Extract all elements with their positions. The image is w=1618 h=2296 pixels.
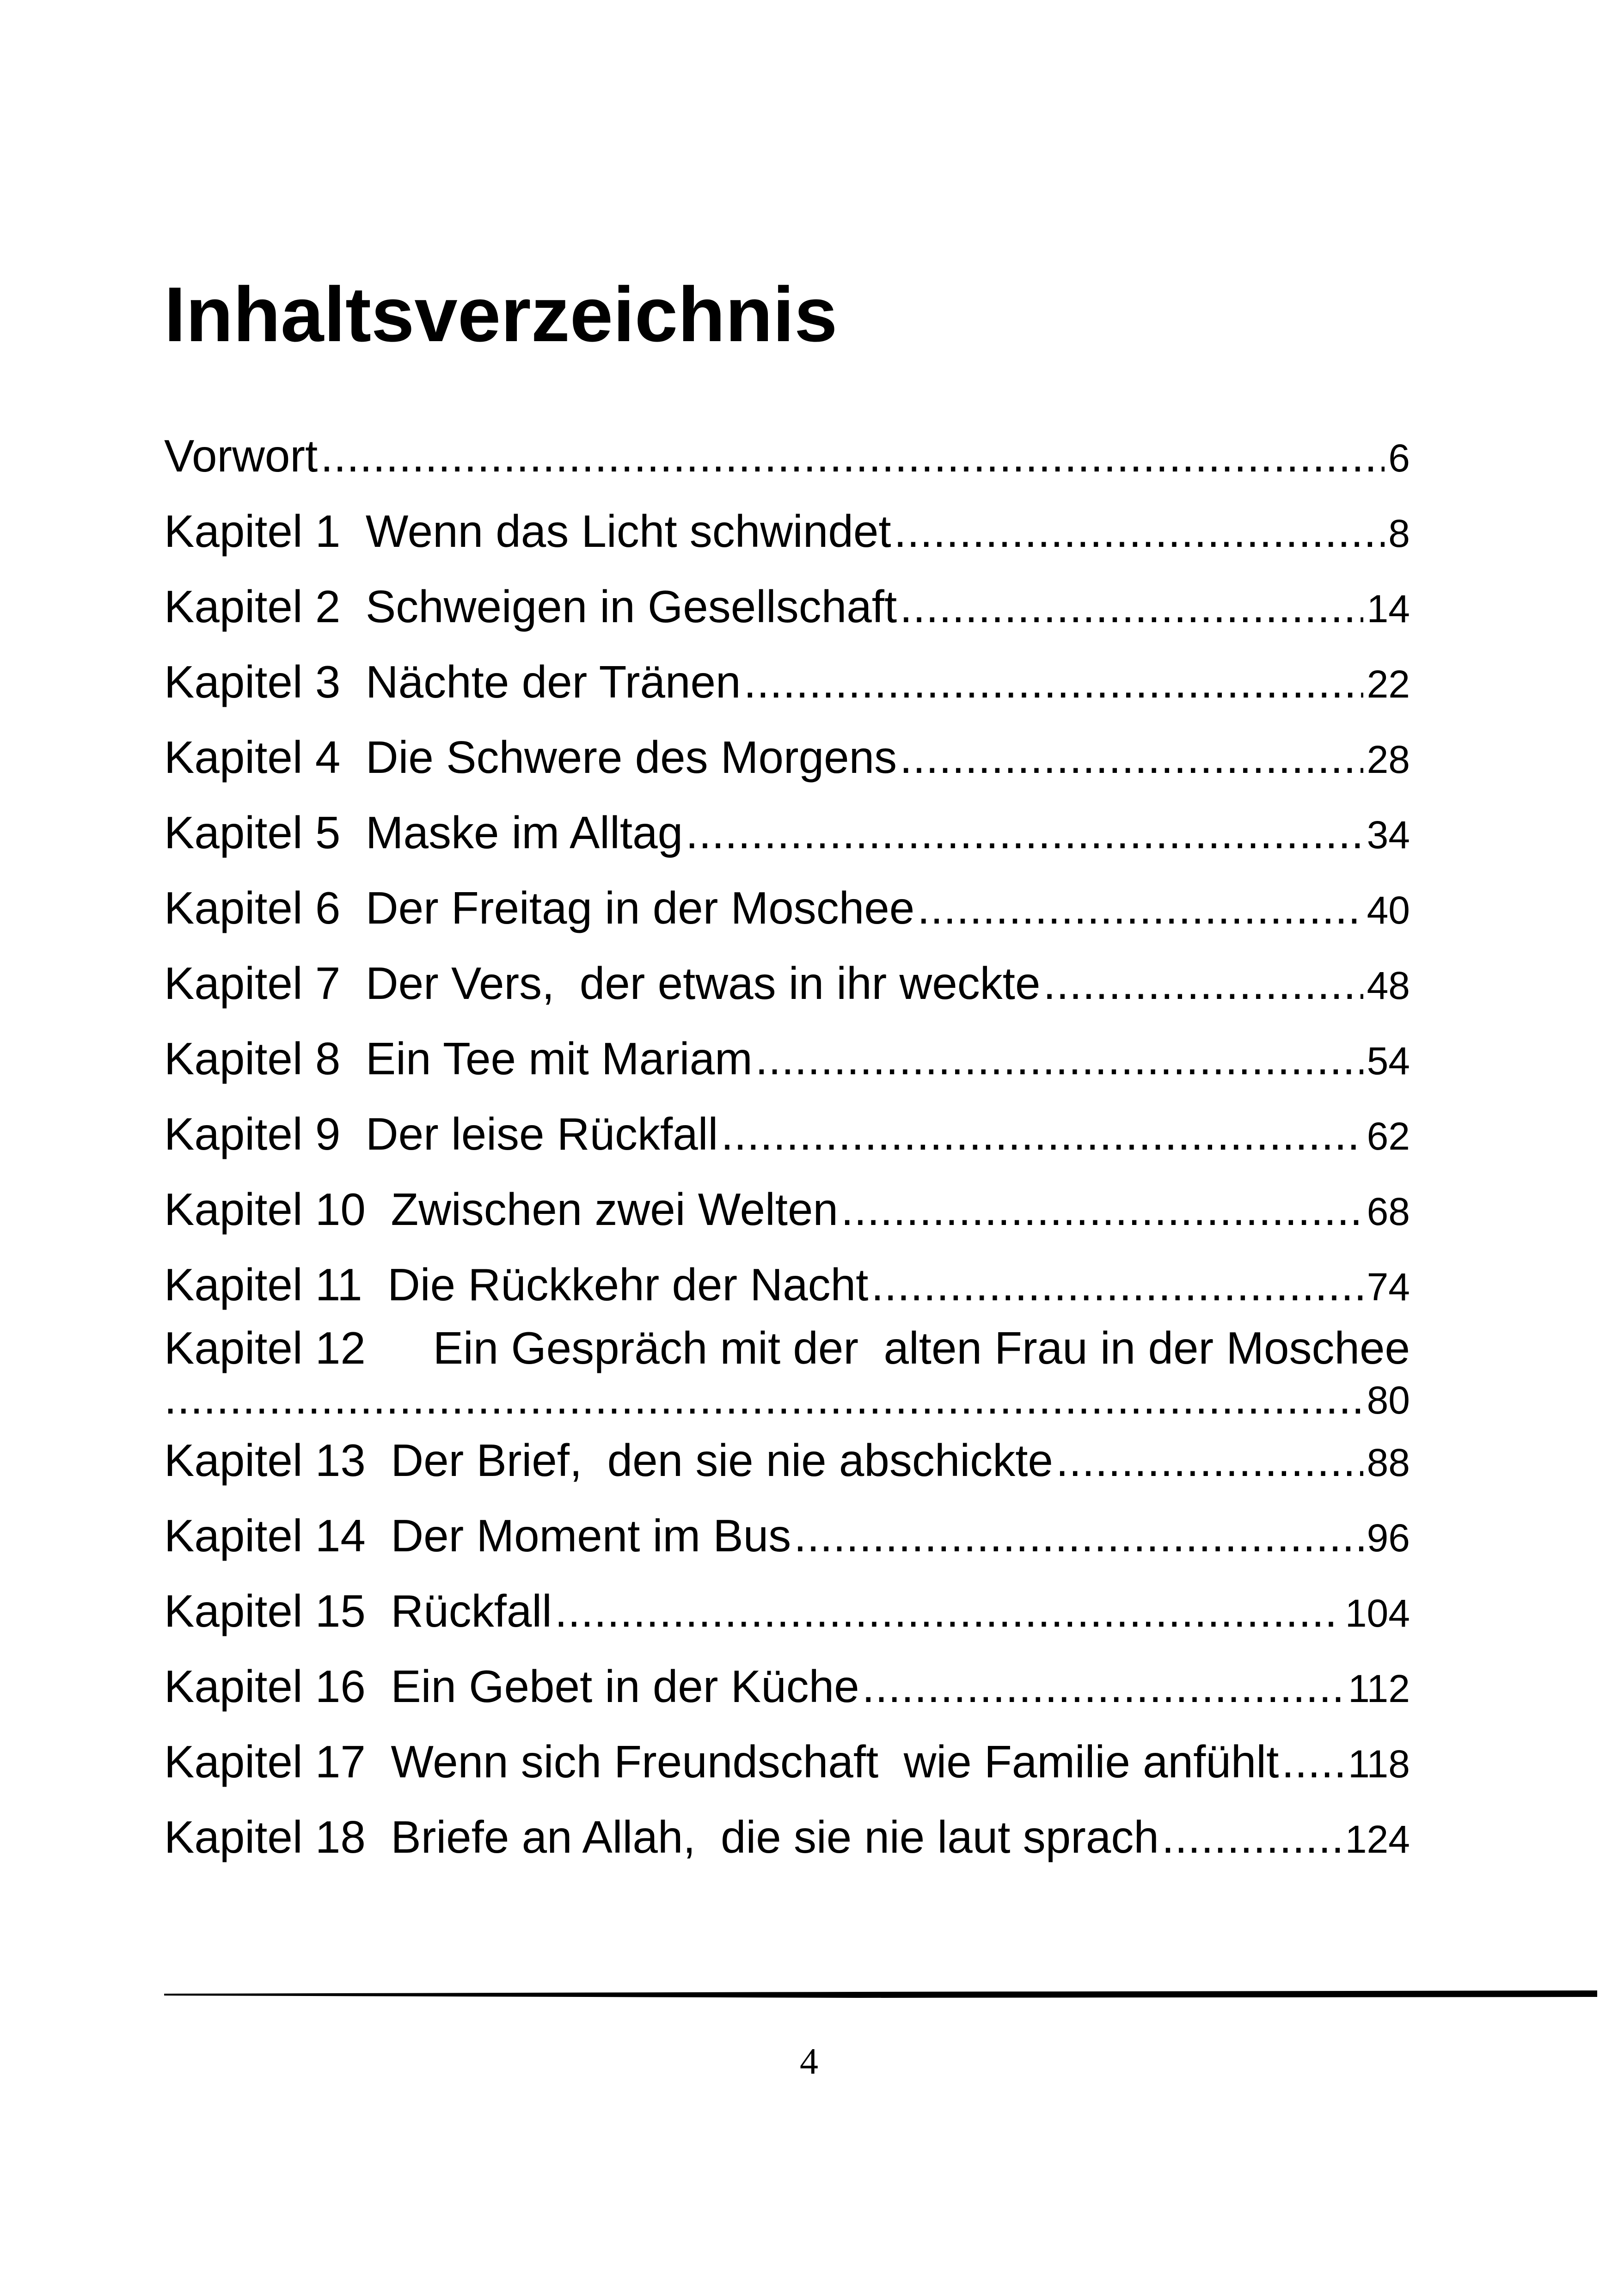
toc-entry-title: Der Moment im Bus [391,1510,791,1561]
toc-entry-label: Kapitel 2 [164,581,366,632]
toc-entry-label: Kapitel 11 [164,1259,388,1310]
dot-leader [1056,1423,1363,1498]
toc-entry-title: Die Schwere des Morgens [365,732,897,783]
toc-entry-kapitel-14[interactable] [164,1498,1410,1574]
dot-leader [900,720,1363,795]
dot-leader [164,1373,1363,1423]
toc-entry-page: 34 [1367,813,1410,857]
dot-leader [320,418,1385,494]
toc-entry-page: 28 [1367,738,1410,781]
toc-entry-page: 68 [1367,1190,1410,1233]
toc-entry-kapitel-6[interactable] [164,870,1410,946]
toc-entry-title: Der Brief, den sie nie abschickte [391,1435,1053,1486]
toc-entry-kapitel-2[interactable] [164,569,1410,644]
toc-entry-title: Rückfall [391,1586,552,1636]
toc-entry-kapitel-12[interactable] [164,1322,1410,1423]
toc-entry-kapitel-10[interactable] [164,1172,1410,1247]
toc-entry-kapitel-1[interactable] [164,494,1410,569]
toc-entry-page: 96 [1367,1516,1410,1560]
toc-entry-page: 74 [1367,1265,1410,1309]
page-title: Inhaltsverzeichnis [164,271,838,358]
toc-entry-kapitel-15[interactable] [164,1574,1410,1649]
toc-entry-title: Der Freitag in der Moschee [365,882,915,933]
toc-entry-vorwort[interactable] [164,418,1410,494]
toc-entry-title: Vorwort [164,430,318,481]
toc-entry-kapitel-4[interactable] [164,720,1410,795]
dot-leader [900,569,1363,644]
toc-entry-kapitel-13[interactable] [164,1423,1410,1498]
dot-leader [721,1096,1363,1172]
dot-leader [755,1021,1363,1096]
toc-entry-label: Kapitel 7 [164,958,366,1009]
toc-entry-kapitel-3[interactable] [164,644,1410,720]
toc-entry-label: Kapitel 1 [164,506,366,557]
dot-leader [794,1498,1363,1574]
dot-leader [1043,946,1363,1021]
toc-entry-page: 112 [1348,1667,1410,1710]
dot-leader [871,1247,1363,1322]
toc-entry-kapitel-11[interactable] [164,1247,1410,1322]
toc-entry-title: Ein Tee mit Mariam [365,1033,753,1084]
toc-entry-kapitel-18[interactable] [164,1800,1410,1875]
toc-entry-kapitel-9[interactable] [164,1096,1410,1172]
toc-entry-label: Kapitel 4 [164,732,366,783]
toc-entry-page: 48 [1367,964,1410,1007]
toc-entry-label: Kapitel 3 [164,656,366,707]
dot-leader [744,644,1363,720]
toc-entry-label: Kapitel 14 [164,1510,391,1561]
toc-entry-title: Zwischen zwei Welten [391,1184,838,1235]
dot-leader [1281,1724,1344,1800]
toc-entry-page: 14 [1367,587,1410,631]
toc-entry-page: 104 [1345,1592,1410,1635]
dot-leader [841,1172,1363,1247]
toc-entry-label: Kapitel 5 [164,807,366,858]
toc-entry-label: Kapitel 6 [164,882,366,933]
dot-leader [862,1649,1344,1724]
toc-entry-kapitel-8[interactable] [164,1021,1410,1096]
page-number: 4 [800,2041,818,2082]
toc-entry-label: Kapitel 15 [164,1586,391,1636]
toc-entry-title: Schweigen in Gesellschaft [365,581,897,632]
toc-entry-label: Kapitel 8 [164,1033,366,1084]
toc-entry-page: 6 [1388,436,1410,480]
toc-entry-title: Wenn sich Freundschaft wie Familie anfühlt [391,1736,1279,1787]
toc-entry-label: Kapitel 13 [164,1435,391,1486]
toc-entry-label: Kapitel 17 [164,1736,391,1787]
toc-entry-kapitel-17[interactable] [164,1724,1410,1800]
toc-entry-label: Kapitel 16 [164,1661,391,1712]
toc-entry-title: Briefe an Allah, die sie nie laut sprach [391,1812,1159,1862]
toc-entry-page: 62 [1367,1114,1410,1158]
toc-entry-page: 54 [1367,1039,1410,1083]
dot-leader [917,870,1363,946]
toc-entry-page: 8 [1388,512,1410,555]
toc-entry-label: Kapitel 12 [164,1322,366,1373]
toc-entry-page: 124 [1345,1818,1410,1861]
toc-entry-title: Wenn das Licht schwindet [365,506,891,557]
toc-entry-kapitel-16[interactable] [164,1649,1410,1724]
dot-leader [894,494,1385,569]
toc-entry-page: 80 [1367,1378,1410,1422]
toc-entry-title: Der leise Rückfall [365,1108,718,1159]
toc-entry-title: Ein Gespräch mit der alten Frau in der Moschee [433,1322,1410,1373]
toc-entry-kapitel-5[interactable] [164,795,1410,870]
toc-entry-wrapped-line [164,1322,1410,1373]
toc-entry-title: Ein Gebet in der Küche [391,1661,859,1712]
toc-entry-title: Nächte der Tränen [365,656,741,707]
toc-entry-page: 88 [1367,1441,1410,1484]
table-of-contents [164,418,1410,1875]
toc-entry-page: 40 [1367,888,1410,932]
toc-entry-leader-line [164,1373,1410,1423]
toc-entry-kapitel-7[interactable] [164,946,1410,1021]
toc-entry-title: Der Vers, der etwas in ihr weckte [365,958,1041,1009]
toc-entry-label: Kapitel 18 [164,1812,391,1862]
toc-entry-label: Kapitel 9 [164,1108,366,1159]
toc-entry-page: 118 [1348,1742,1410,1786]
toc-entry-title: Die Rückkehr der Nacht [387,1259,869,1310]
footer-rule [164,1988,1597,2002]
toc-entry-title: Maske im Alltag [365,807,683,858]
dot-leader [555,1574,1342,1649]
dot-leader [686,795,1363,870]
toc-entry-page: 22 [1367,662,1410,706]
toc-entry-label: Kapitel 10 [164,1184,391,1235]
dot-leader [1162,1800,1342,1875]
